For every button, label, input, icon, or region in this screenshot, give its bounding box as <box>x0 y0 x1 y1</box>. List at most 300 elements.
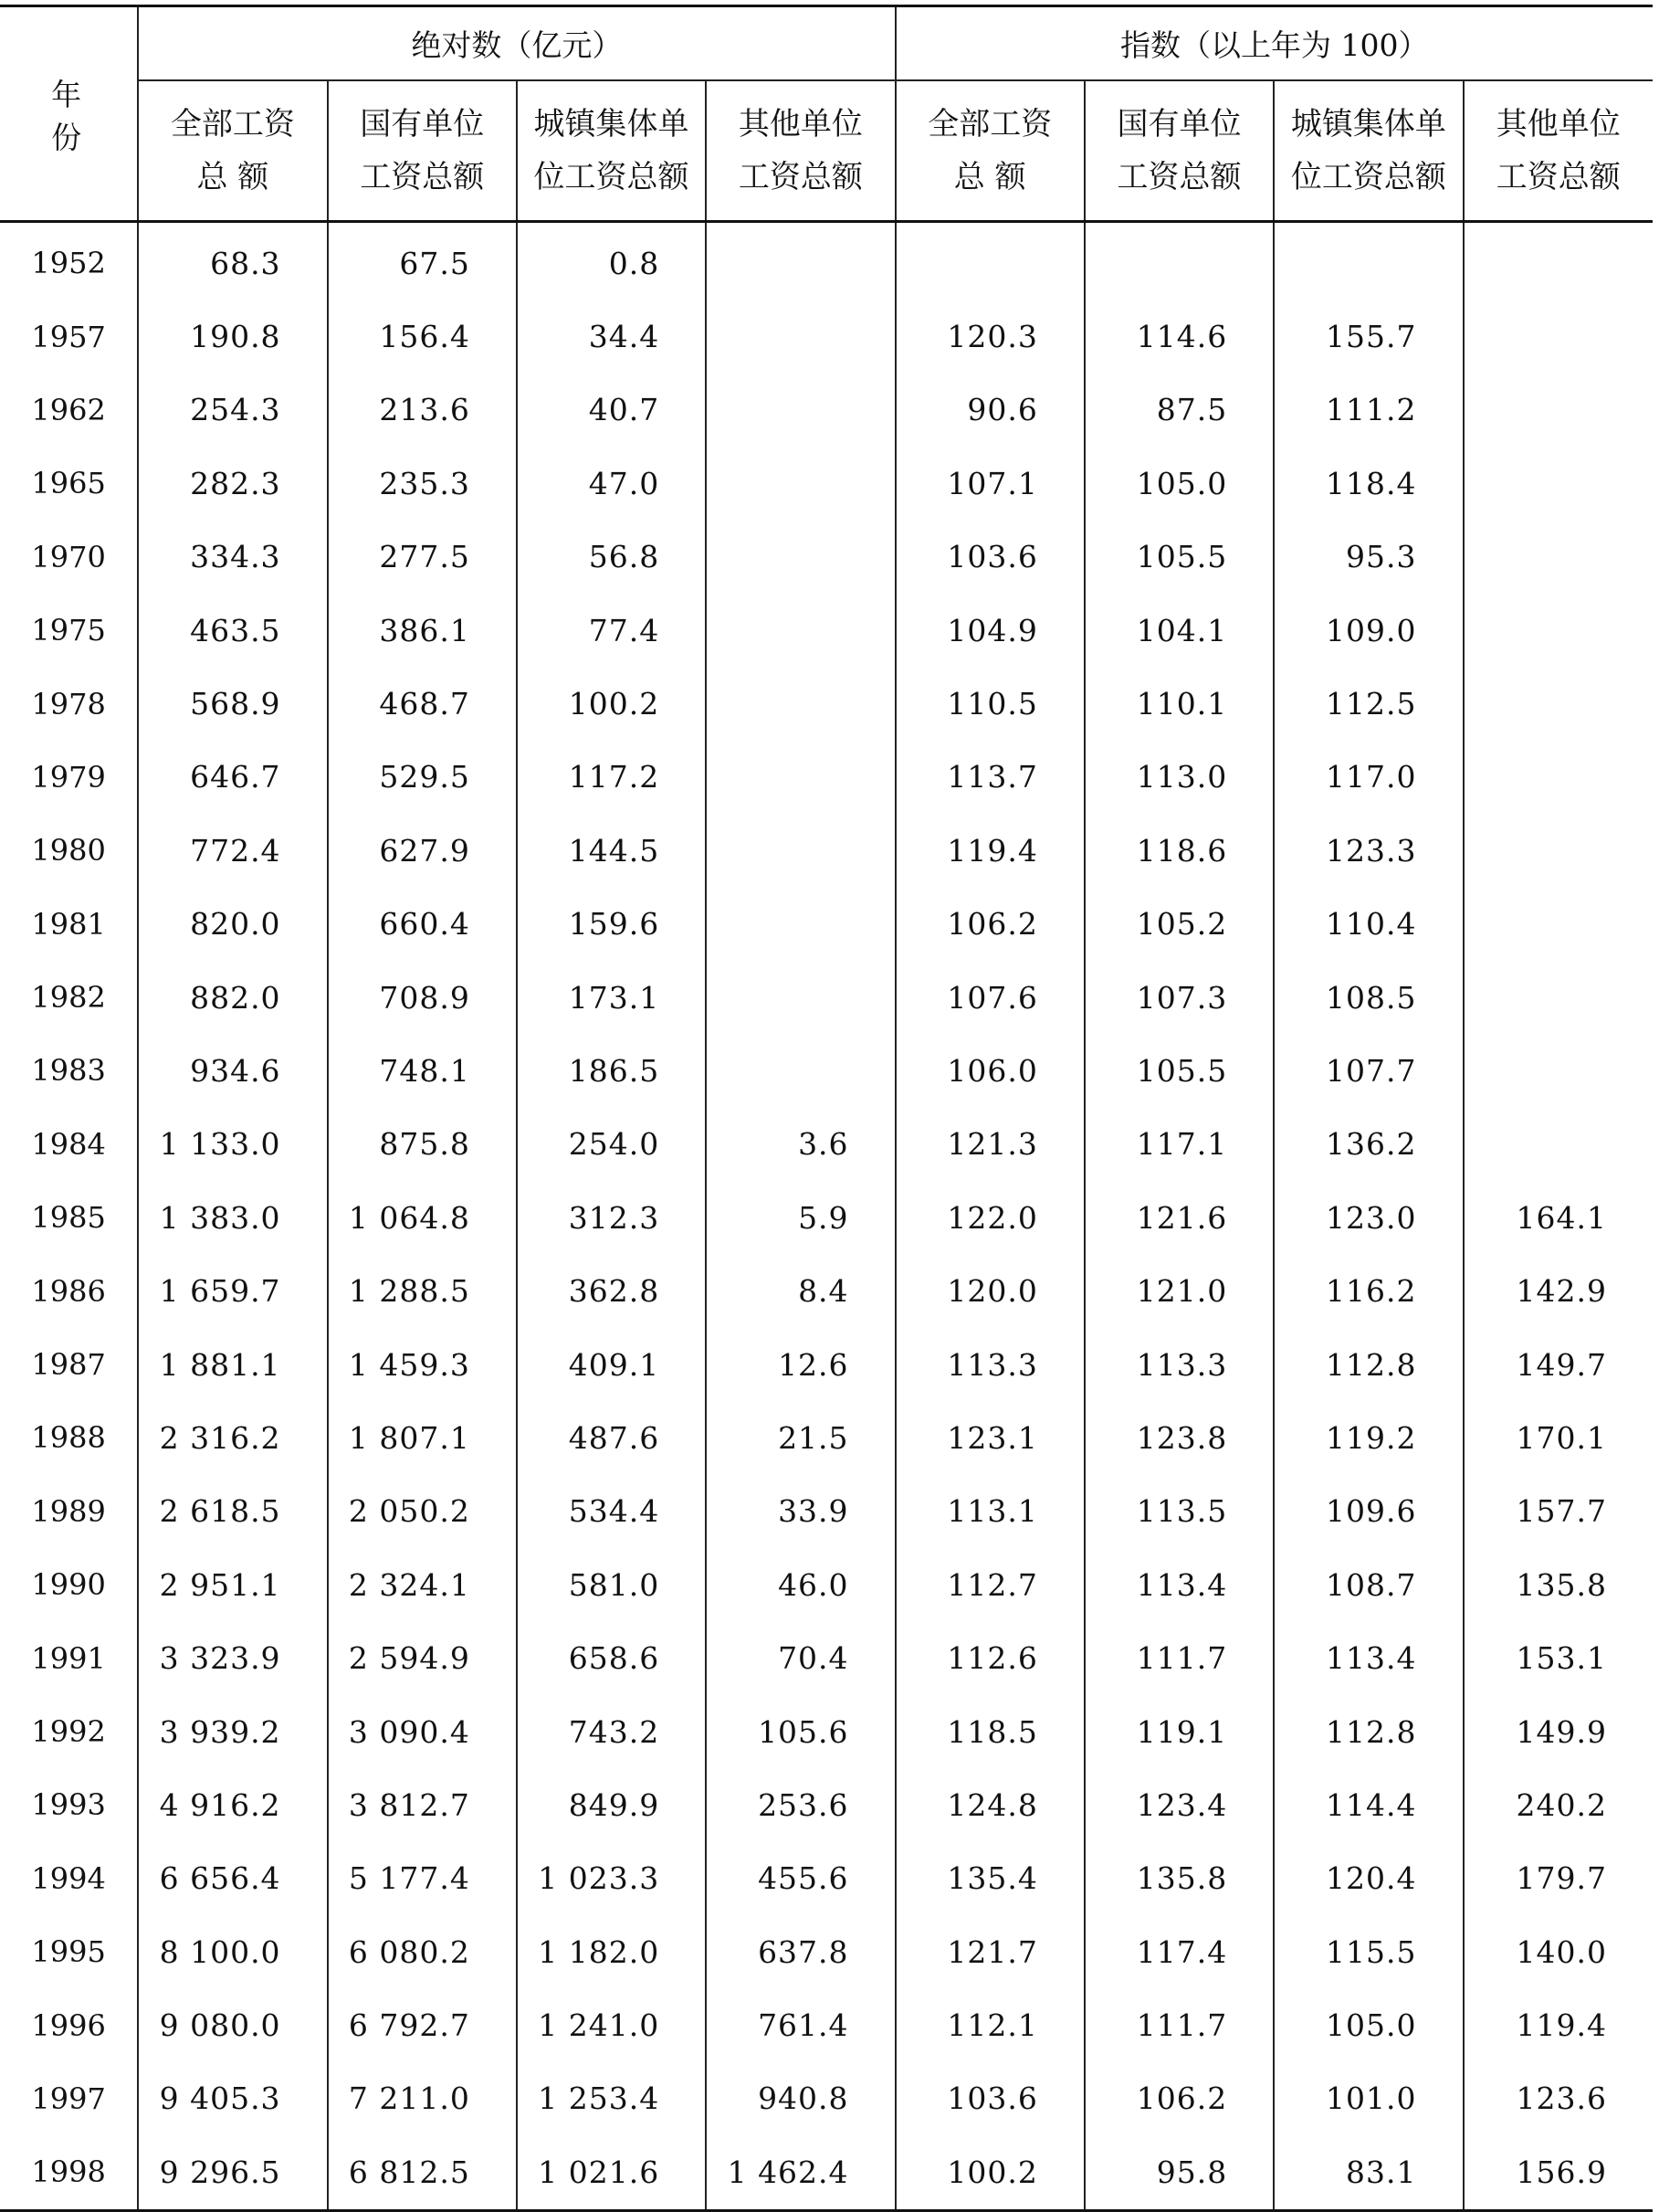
value-cell <box>1464 447 1653 520</box>
value-cell: 9 296.5 <box>138 2135 327 2210</box>
year-cell: 1984 <box>31 1126 106 1162</box>
year-cell: 1978 <box>31 686 106 722</box>
value-cell: 21.5 <box>706 1401 895 1474</box>
table-row <box>0 667 1653 740</box>
index-group-header: 指数（以上年为 100） <box>896 6 1653 81</box>
value-cell: 70.4 <box>706 1621 895 1694</box>
table-body <box>0 222 1653 2211</box>
value-cell: 9 405.3 <box>138 2062 327 2135</box>
value-cell: 282.3 <box>138 447 327 520</box>
value-cell: 2 594.9 <box>328 1621 517 1694</box>
table-row <box>0 447 1653 520</box>
value-cell: 153.1 <box>1464 1621 1653 1694</box>
value-cell <box>706 222 895 300</box>
value-cell: 1 462.4 <box>706 2135 895 2210</box>
table-row <box>0 1768 1653 1841</box>
value-cell: 108.5 <box>1274 961 1463 1034</box>
value-cell: 1 064.8 <box>328 1181 517 1254</box>
year-cell: 1975 <box>31 613 106 648</box>
column-header-line: 总 额 <box>953 159 1026 195</box>
value-cell: 119.1 <box>1085 1695 1274 1768</box>
value-cell: 529.5 <box>328 741 517 814</box>
column-header-line: 位工资总额 <box>1290 159 1446 195</box>
value-cell: 123.8 <box>1085 1401 1274 1474</box>
value-cell: 104.9 <box>896 594 1085 667</box>
column-header-line: 全部工资 <box>170 106 295 142</box>
year-cell: 1987 <box>31 1347 106 1383</box>
table-row <box>0 1915 1653 1988</box>
value-cell: 105.5 <box>1085 1034 1274 1107</box>
value-cell: 113.3 <box>1085 1328 1274 1401</box>
value-cell: 142.9 <box>1464 1254 1653 1327</box>
value-cell: 186.5 <box>517 1034 706 1107</box>
value-cell: 155.7 <box>1274 300 1463 373</box>
column-header-line: 其他单位 <box>1496 106 1621 142</box>
value-cell <box>706 300 895 373</box>
year-cell: 1957 <box>31 319 106 354</box>
value-cell: 820.0 <box>138 888 327 961</box>
column-header <box>1274 80 1463 222</box>
year-cell: 1993 <box>31 1787 106 1823</box>
value-cell <box>1464 888 1653 961</box>
year-cell: 1952 <box>31 246 106 281</box>
value-cell: 34.4 <box>517 300 706 373</box>
value-cell: 87.5 <box>1085 374 1274 447</box>
value-cell: 100.2 <box>517 667 706 740</box>
value-cell: 157.7 <box>1464 1475 1653 1548</box>
value-cell: 118.4 <box>1274 447 1463 520</box>
value-cell: 122.0 <box>896 1181 1085 1254</box>
year-cell: 1982 <box>31 980 106 1016</box>
value-cell: 105.6 <box>706 1695 895 1768</box>
value-cell: 487.6 <box>517 1401 706 1474</box>
table-row <box>0 2135 1653 2210</box>
value-cell: 95.8 <box>1085 2135 1274 2210</box>
value-cell: 40.7 <box>517 374 706 447</box>
value-cell: 123.6 <box>1464 2062 1653 2135</box>
value-cell: 109.6 <box>1274 1475 1463 1548</box>
value-cell: 107.7 <box>1274 1034 1463 1107</box>
value-cell: 110.4 <box>1274 888 1463 961</box>
value-cell: 1 807.1 <box>328 1401 517 1474</box>
value-cell: 8.4 <box>706 1254 895 1327</box>
value-cell: 100.2 <box>896 2135 1085 2210</box>
year-cell: 1981 <box>31 906 106 942</box>
value-cell: 1 881.1 <box>138 1328 327 1401</box>
value-cell: 2 951.1 <box>138 1548 327 1621</box>
value-cell <box>706 741 895 814</box>
value-cell: 179.7 <box>1464 1842 1653 1915</box>
value-cell: 95.3 <box>1274 521 1463 594</box>
value-cell <box>706 594 895 667</box>
value-cell: 90.6 <box>896 374 1085 447</box>
table-row <box>0 741 1653 814</box>
value-cell <box>706 667 895 740</box>
value-cell: 114.4 <box>1274 1768 1463 1841</box>
value-cell: 105.5 <box>1085 521 1274 594</box>
value-cell: 68.3 <box>138 222 327 300</box>
year-cell: 1991 <box>31 1640 106 1676</box>
value-cell: 123.3 <box>1274 814 1463 887</box>
value-cell: 581.0 <box>517 1548 706 1621</box>
value-cell: 106.2 <box>896 888 1085 961</box>
value-cell: 113.0 <box>1085 741 1274 814</box>
value-cell: 120.4 <box>1274 1842 1463 1915</box>
column-header-line: 总 额 <box>196 159 269 195</box>
value-cell: 12.6 <box>706 1328 895 1401</box>
value-cell: 149.7 <box>1464 1328 1653 1401</box>
wage-statistics-table <box>0 5 1653 2212</box>
value-cell: 119.4 <box>896 814 1085 887</box>
value-cell: 144.5 <box>517 814 706 887</box>
value-cell: 120.0 <box>896 1254 1085 1327</box>
value-cell: 113.4 <box>1085 1548 1274 1621</box>
value-cell <box>1085 222 1274 300</box>
value-cell: 121.0 <box>1085 1254 1274 1327</box>
value-cell <box>1464 521 1653 594</box>
table-row <box>0 1621 1653 1694</box>
table-row <box>0 1181 1653 1254</box>
value-cell: 568.9 <box>138 667 327 740</box>
value-cell <box>1464 814 1653 887</box>
value-cell: 240.2 <box>1464 1768 1653 1841</box>
value-cell: 164.1 <box>1464 1181 1653 1254</box>
value-cell: 9 080.0 <box>138 1988 327 2061</box>
value-cell: 123.1 <box>896 1401 1085 1474</box>
column-header-line: 城镇集体单 <box>1290 106 1446 142</box>
value-cell: 1 383.0 <box>138 1181 327 1254</box>
value-cell: 106.0 <box>896 1034 1085 1107</box>
value-cell <box>1464 222 1653 300</box>
value-cell: 1 023.3 <box>517 1842 706 1915</box>
year-column-header: 年 份 <box>0 6 138 222</box>
value-cell: 1 241.0 <box>517 1988 706 2061</box>
value-cell: 3 939.2 <box>138 1695 327 1768</box>
value-cell: 1 133.0 <box>138 1108 327 1181</box>
table-row <box>0 594 1653 667</box>
value-cell: 123.4 <box>1085 1768 1274 1841</box>
column-header-line: 国有单位 <box>1117 106 1242 142</box>
value-cell: 156.4 <box>328 300 517 373</box>
table-row <box>0 1695 1653 1768</box>
value-cell: 3 812.7 <box>328 1768 517 1841</box>
value-cell: 107.1 <box>896 447 1085 520</box>
value-cell: 115.5 <box>1274 1915 1463 1988</box>
value-cell: 1 459.3 <box>328 1328 517 1401</box>
value-cell: 646.7 <box>138 741 327 814</box>
value-cell <box>1464 594 1653 667</box>
year-cell: 1994 <box>31 1860 106 1896</box>
value-cell: 940.8 <box>706 2062 895 2135</box>
value-cell: 6 080.2 <box>328 1915 517 1988</box>
year-cell: 1992 <box>31 1714 106 1749</box>
value-cell: 112.7 <box>896 1548 1085 1621</box>
year-cell: 1962 <box>31 392 106 427</box>
value-cell: 46.0 <box>706 1548 895 1621</box>
column-header-line: 国有单位 <box>360 106 485 142</box>
value-cell: 463.5 <box>138 594 327 667</box>
value-cell <box>706 374 895 447</box>
value-cell: 708.9 <box>328 961 517 1034</box>
column-header-line: 城镇集体单 <box>533 106 689 142</box>
value-cell: 104.1 <box>1085 594 1274 667</box>
value-cell: 117.2 <box>517 741 706 814</box>
value-cell: 660.4 <box>328 888 517 961</box>
value-cell: 105.2 <box>1085 888 1274 961</box>
value-cell <box>1464 667 1653 740</box>
value-cell <box>1464 374 1653 447</box>
table-row <box>0 1254 1653 1327</box>
table-row <box>0 1548 1653 1621</box>
year-cell: 1965 <box>31 466 106 501</box>
value-cell: 112.5 <box>1274 667 1463 740</box>
value-cell: 121.3 <box>896 1108 1085 1181</box>
table-row <box>0 1108 1653 1181</box>
column-header-line: 工资总额 <box>1117 159 1242 195</box>
value-cell: 748.1 <box>328 1034 517 1107</box>
table-row <box>0 1401 1653 1474</box>
value-cell <box>706 447 895 520</box>
value-cell: 743.2 <box>517 1695 706 1768</box>
year-cell: 1980 <box>31 833 106 869</box>
value-cell: 3 090.4 <box>328 1695 517 1768</box>
value-cell: 190.8 <box>138 300 327 373</box>
value-cell: 362.8 <box>517 1254 706 1327</box>
column-header <box>896 80 1085 222</box>
value-cell: 627.9 <box>328 814 517 887</box>
year-cell: 1986 <box>31 1273 106 1309</box>
table-row <box>0 888 1653 961</box>
value-cell: 149.9 <box>1464 1695 1653 1768</box>
table-row <box>0 374 1653 447</box>
value-cell: 77.4 <box>517 594 706 667</box>
column-header <box>1085 80 1274 222</box>
value-cell: 121.6 <box>1085 1181 1274 1254</box>
value-cell: 135.4 <box>896 1842 1085 1915</box>
year-cell: 1983 <box>31 1053 106 1089</box>
column-header-line: 工资总额 <box>738 159 863 195</box>
value-cell: 107.3 <box>1085 961 1274 1034</box>
value-cell: 5.9 <box>706 1181 895 1254</box>
value-cell: 4 916.2 <box>138 1768 327 1841</box>
table-header <box>0 6 1653 222</box>
value-cell: 1 021.6 <box>517 2135 706 2210</box>
value-cell: 6 656.4 <box>138 1842 327 1915</box>
value-cell: 110.1 <box>1085 667 1274 740</box>
table-row <box>0 222 1653 300</box>
value-cell: 119.4 <box>1464 1988 1653 2061</box>
value-cell: 253.6 <box>706 1768 895 1841</box>
value-cell: 119.2 <box>1274 1401 1463 1474</box>
value-cell: 105.0 <box>1274 1988 1463 2061</box>
year-cell: 1970 <box>31 539 106 574</box>
value-cell: 112.8 <box>1274 1328 1463 1401</box>
value-cell: 135.8 <box>1085 1842 1274 1915</box>
value-cell: 56.8 <box>517 521 706 594</box>
value-cell: 2 316.2 <box>138 1401 327 1474</box>
value-cell: 121.7 <box>896 1915 1085 1988</box>
value-cell: 277.5 <box>328 521 517 594</box>
value-cell: 8 100.0 <box>138 1915 327 1988</box>
table-row <box>0 1842 1653 1915</box>
value-cell: 772.4 <box>138 814 327 887</box>
value-cell: 118.5 <box>896 1695 1085 1768</box>
value-cell: 1 659.7 <box>138 1254 327 1327</box>
value-cell: 114.6 <box>1085 300 1274 373</box>
value-cell: 5 177.4 <box>328 1842 517 1915</box>
column-header <box>328 80 517 222</box>
value-cell: 120.3 <box>896 300 1085 373</box>
value-cell <box>706 888 895 961</box>
value-cell: 118.6 <box>1085 814 1274 887</box>
value-cell: 140.0 <box>1464 1915 1653 1988</box>
table-row <box>0 1034 1653 1107</box>
value-cell: 2 324.1 <box>328 1548 517 1621</box>
table-row <box>0 1475 1653 1548</box>
value-cell: 117.4 <box>1085 1915 1274 1988</box>
value-cell: 6 812.5 <box>328 2135 517 2210</box>
value-cell: 2 618.5 <box>138 1475 327 1548</box>
value-cell: 136.2 <box>1274 1108 1463 1181</box>
year-cell: 1995 <box>31 1934 106 1970</box>
value-cell: 113.1 <box>896 1475 1085 1548</box>
value-cell: 875.8 <box>328 1108 517 1181</box>
value-cell: 468.7 <box>328 667 517 740</box>
value-cell: 934.6 <box>138 1034 327 1107</box>
year-cell: 1988 <box>31 1420 106 1456</box>
value-cell: 882.0 <box>138 961 327 1034</box>
value-cell <box>1464 1034 1653 1107</box>
column-header-line: 工资总额 <box>1496 159 1621 195</box>
value-cell: 117.1 <box>1085 1108 1274 1181</box>
value-cell <box>706 521 895 594</box>
value-cell: 107.6 <box>896 961 1085 1034</box>
value-cell <box>1274 222 1463 300</box>
value-cell: 0.8 <box>517 222 706 300</box>
value-cell: 173.1 <box>517 961 706 1034</box>
value-cell: 3 323.9 <box>138 1621 327 1694</box>
value-cell: 334.3 <box>138 521 327 594</box>
value-cell <box>706 814 895 887</box>
table-row <box>0 814 1653 887</box>
table-row <box>0 521 1653 594</box>
value-cell: 159.6 <box>517 888 706 961</box>
value-cell: 7 211.0 <box>328 2062 517 2135</box>
value-cell <box>1464 1108 1653 1181</box>
value-cell: 156.9 <box>1464 2135 1653 2210</box>
table-row <box>0 1988 1653 2061</box>
year-cell: 1985 <box>31 1200 106 1236</box>
column-header <box>138 80 327 222</box>
value-cell: 124.8 <box>896 1768 1085 1841</box>
year-cell: 1990 <box>31 1567 106 1603</box>
column-header <box>1464 80 1653 222</box>
year-cell: 1989 <box>31 1493 106 1529</box>
year-cell: 1998 <box>31 2154 106 2190</box>
value-cell: 455.6 <box>706 1842 895 1915</box>
value-cell: 658.6 <box>517 1621 706 1694</box>
column-header-line: 位工资总额 <box>533 159 689 195</box>
year-cell: 1996 <box>31 2007 106 2043</box>
value-cell: 116.2 <box>1274 1254 1463 1327</box>
column-header-line: 工资总额 <box>360 159 485 195</box>
value-cell: 112.1 <box>896 1988 1085 2061</box>
value-cell: 113.5 <box>1085 1475 1274 1548</box>
value-cell: 312.3 <box>517 1181 706 1254</box>
value-cell <box>896 222 1085 300</box>
value-cell: 1 253.4 <box>517 2062 706 2135</box>
value-cell: 409.1 <box>517 1328 706 1401</box>
value-cell: 111.7 <box>1085 1621 1274 1694</box>
value-cell: 849.9 <box>517 1768 706 1841</box>
value-cell <box>1464 741 1653 814</box>
value-cell: 254.3 <box>138 374 327 447</box>
value-cell: 33.9 <box>706 1475 895 1548</box>
value-cell: 254.0 <box>517 1108 706 1181</box>
year-cell: 1979 <box>31 759 106 795</box>
value-cell <box>706 961 895 1034</box>
value-cell: 1 182.0 <box>517 1915 706 1988</box>
value-cell: 3.6 <box>706 1108 895 1181</box>
value-cell: 6 792.7 <box>328 1988 517 2061</box>
column-header-line: 其他单位 <box>738 106 863 142</box>
year-cell: 1997 <box>31 2080 106 2116</box>
value-cell: 83.1 <box>1274 2135 1463 2210</box>
value-cell: 113.3 <box>896 1328 1085 1401</box>
value-cell: 103.6 <box>896 521 1085 594</box>
table-row <box>0 2062 1653 2135</box>
absolute-group-header: 绝对数（亿元） <box>138 6 895 81</box>
value-cell: 761.4 <box>706 1988 895 2061</box>
column-header <box>706 80 895 222</box>
value-cell <box>1464 961 1653 1034</box>
value-cell: 101.0 <box>1274 2062 1463 2135</box>
value-cell: 637.8 <box>706 1915 895 1988</box>
value-cell: 109.0 <box>1274 594 1463 667</box>
value-cell: 113.7 <box>896 741 1085 814</box>
value-cell: 108.7 <box>1274 1548 1463 1621</box>
value-cell: 534.4 <box>517 1475 706 1548</box>
value-cell: 112.6 <box>896 1621 1085 1694</box>
sub-header-row <box>0 80 1653 222</box>
table-row <box>0 300 1653 373</box>
value-cell: 67.5 <box>328 222 517 300</box>
value-cell: 386.1 <box>328 594 517 667</box>
table-row <box>0 1328 1653 1401</box>
value-cell: 235.3 <box>328 447 517 520</box>
column-header-line: 全部工资 <box>928 106 1053 142</box>
value-cell: 2 050.2 <box>328 1475 517 1548</box>
value-cell: 170.1 <box>1464 1401 1653 1474</box>
table-row <box>0 961 1653 1034</box>
value-cell: 113.4 <box>1274 1621 1463 1694</box>
value-cell: 103.6 <box>896 2062 1085 2135</box>
column-header <box>517 80 706 222</box>
value-cell: 112.8 <box>1274 1695 1463 1768</box>
value-cell: 117.0 <box>1274 741 1463 814</box>
value-cell: 111.2 <box>1274 374 1463 447</box>
value-cell <box>1464 300 1653 373</box>
value-cell: 1 288.5 <box>328 1254 517 1327</box>
value-cell: 135.8 <box>1464 1548 1653 1621</box>
value-cell: 123.0 <box>1274 1181 1463 1254</box>
value-cell: 105.0 <box>1085 447 1274 520</box>
value-cell: 110.5 <box>896 667 1085 740</box>
value-cell: 213.6 <box>328 374 517 447</box>
value-cell <box>706 1034 895 1107</box>
value-cell: 111.7 <box>1085 1988 1274 2061</box>
value-cell: 47.0 <box>517 447 706 520</box>
